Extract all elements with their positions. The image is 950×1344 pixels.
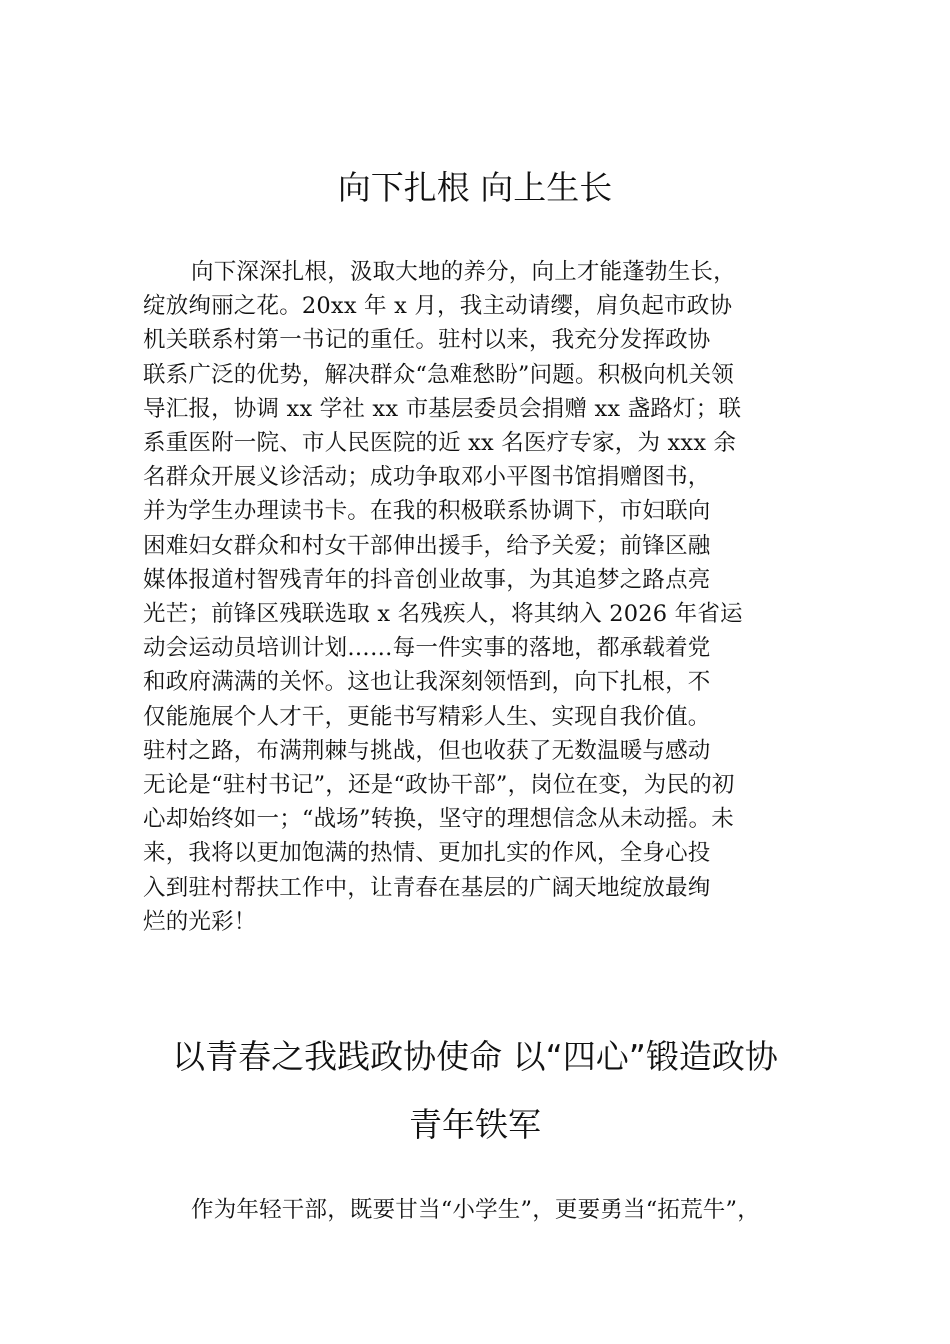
paragraph-line: 并为学生办理读书卡。在我的积极联系协调下，市妇联向 bbox=[143, 498, 711, 525]
paragraph-line: 向下深深扎根，汲取大地的养分，向上才能蓬勃生长， bbox=[191, 259, 736, 285]
paragraph-line: 心却始终如一；“战场”转换，坚守的理想信念从未动摇。未 bbox=[143, 806, 734, 833]
paragraph-line: 导汇报，协调 xx 学社 xx 市基层委员会捐赠 xx 盏路灯；联 bbox=[143, 395, 742, 422]
section-1-title: 向下扎根 向上生长 bbox=[337, 168, 613, 207]
section-2-paragraph bbox=[143, 1193, 833, 1227]
paragraph-line: 仅能施展个人才干，更能书写精彩人生、实现自我价值。 bbox=[143, 703, 711, 730]
paragraph-line: 系重医附一院、市人民医院的近 xx 名医疗专家，为 xxx 余 bbox=[143, 430, 737, 457]
paragraph-line: 驻村之路，布满荆棘与挑战，但也收获了无数温暖与感动 bbox=[143, 737, 711, 764]
paragraph-line: 困难妇女群众和村女干部伸出援手，给予关爱；前锋区融 bbox=[143, 532, 711, 559]
paragraph-line: 和政府满满的关怀。这也让我深刻领悟到，向下扎根，不 bbox=[143, 669, 711, 696]
paragraph-line: 入到驻村帮扶工作中，让青春在基层的广阔天地绽放最绚 bbox=[143, 874, 711, 901]
paragraph-line: 机关联系村第一书记的重任。驻村以来，我充分发挥政协 bbox=[143, 327, 711, 354]
section-1-paragraph bbox=[143, 255, 833, 939]
paragraph-line: 光芒；前锋区残联选取 x 名残疾人，将其纳入 2026 年省运 bbox=[143, 601, 743, 628]
paragraph-line: 作为年轻干部，既要甘当“小学生”，更要勇当“拓荒牛”， bbox=[191, 1197, 760, 1223]
paragraph-line: 绽放绚丽之花。20xx 年 x 月，我主动请缨，肩负起市政协 bbox=[143, 293, 733, 320]
section-2-title-line: 以青春之我践政协使命 以“四心”锻造政协 bbox=[172, 1037, 778, 1076]
paragraph-line: 联系广泛的优势，解决群众“急难愁盼”问题。积极向机关领 bbox=[143, 361, 734, 388]
section-2-title-line: 青年铁军 bbox=[409, 1105, 541, 1144]
paragraph-line: 动会运动员培训计划……每一件实事的落地，都承载着党 bbox=[143, 635, 711, 662]
paragraph-line: 来，我将以更加饱满的热情、更加扎实的作风，全身心投 bbox=[143, 840, 711, 867]
paragraph-line: 媒体报道村智残青年的抖音创业故事，为其追梦之路点亮 bbox=[143, 566, 711, 593]
paragraph-line: 烂的光彩！ bbox=[143, 908, 257, 935]
paragraph-line: 名群众开展义诊活动；成功争取邓小平图书馆捐赠图书， bbox=[143, 464, 711, 491]
paragraph-line: 无论是“驻村书记”，还是“政协干部”，岗位在变，为民的初 bbox=[143, 772, 735, 799]
section-2-title bbox=[100, 1023, 850, 1159]
